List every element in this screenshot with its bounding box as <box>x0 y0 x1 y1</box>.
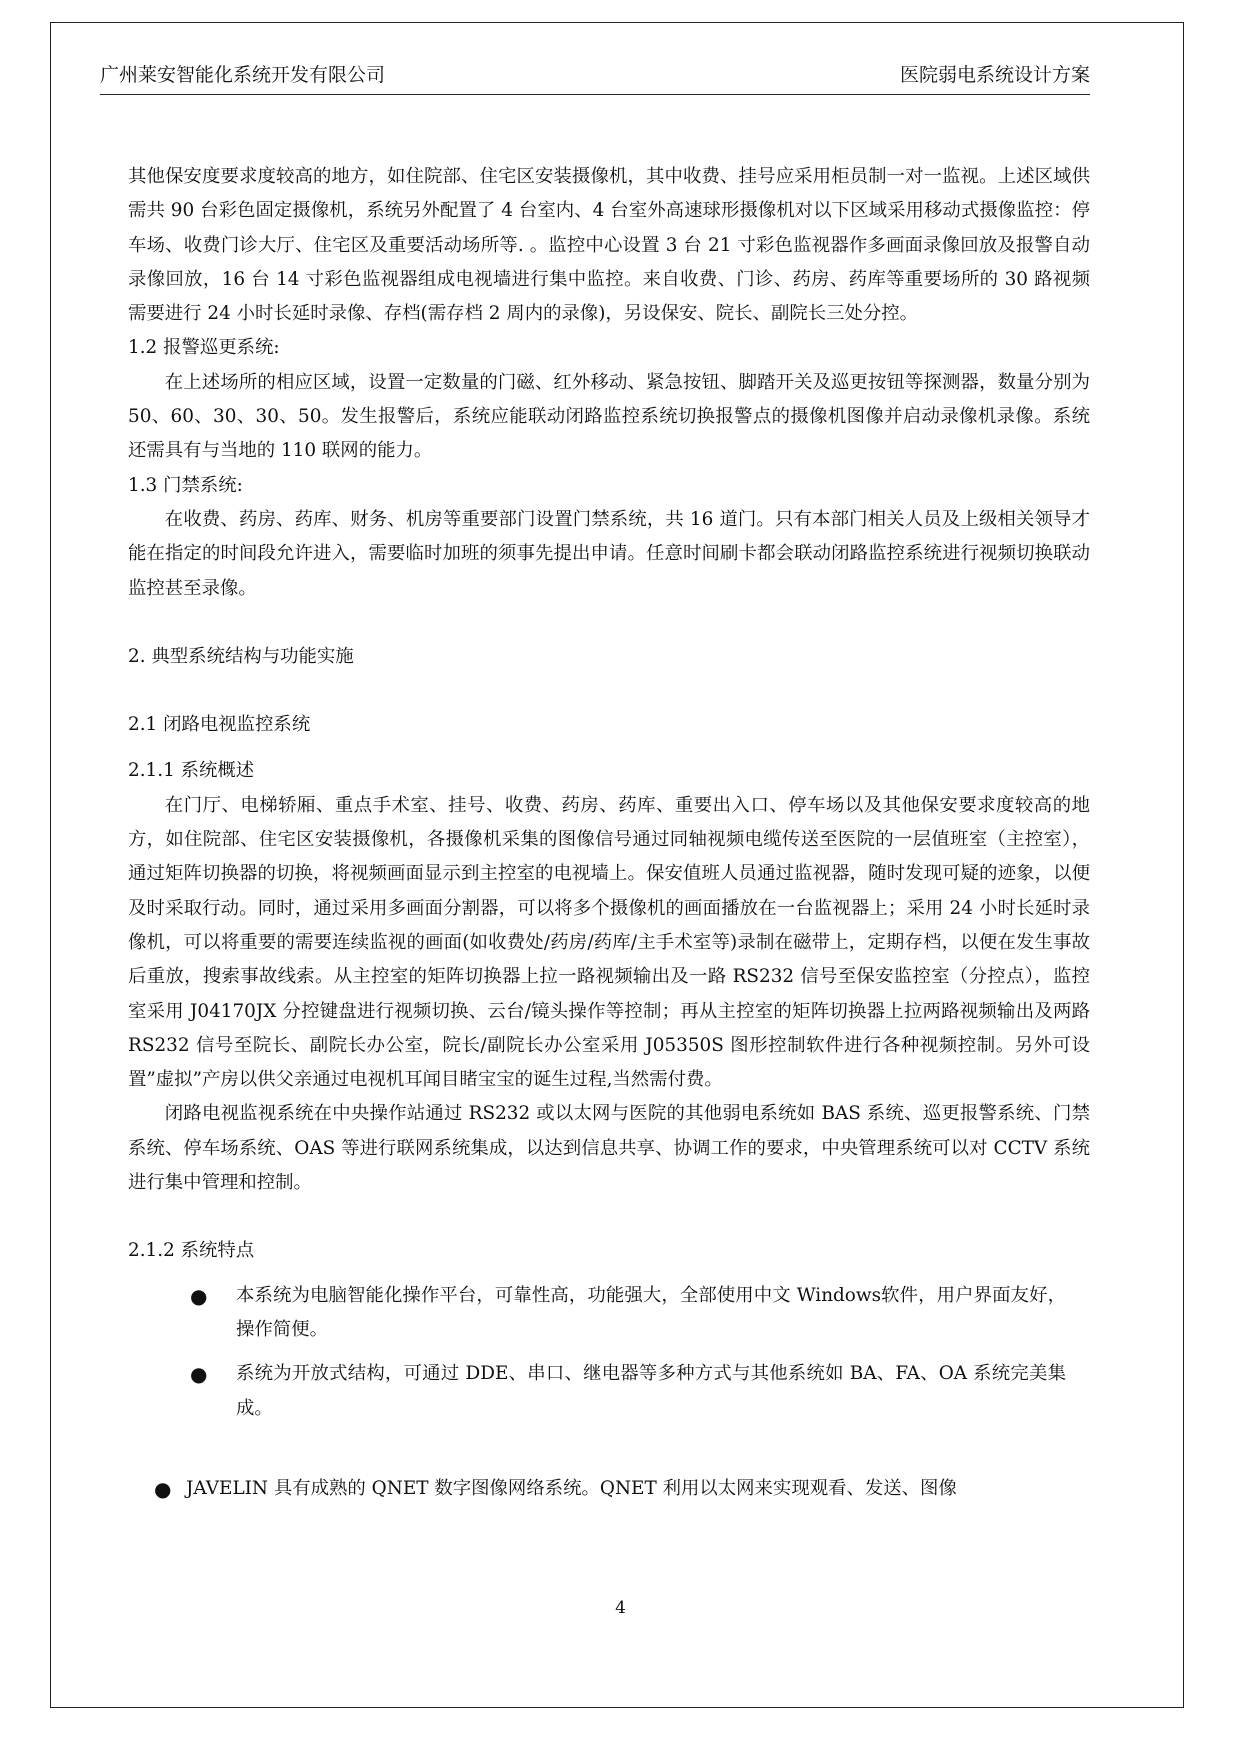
section-heading-2-1: 2.1 闭路电视监控系统 <box>128 714 311 736</box>
section-heading-2: 2. 典型系统结构与功能实施 <box>128 645 354 667</box>
list-item <box>128 1357 1090 1426</box>
cctv-integration-paragraph: 闭路电视监视系统在中央操作站通过 RS232 或以太网与医院的其他弱电系统如 BAS 系统、巡更报警系统、门禁系统、停车场系统、OAS 等进行联网系统集成，以达到信息共享、协调工作的要求，中央管理系统可以对 CCTV 系统进行集中管理和控制。 <box>128 1103 1090 1194</box>
page-number: 4 <box>615 1598 626 1618</box>
feature-list <box>128 1279 1090 1506</box>
section-heading-2-1-2: 2.1.2 系统特点 <box>128 1240 255 1262</box>
list-item-text: 本系统为电脑智能化操作平台，可靠性高，功能强大，全部使用中文 Windows软件，用户界面友好，操作简便。 <box>236 1284 1066 1340</box>
spacer <box>128 742 1090 754</box>
document-body <box>128 160 1090 1506</box>
list-item-text: 系统为开放式结构，可通过 DDE、串口、继电器等多种方式与其他系统如 BA、FA、OA 系统完美集成。 <box>236 1363 1066 1419</box>
list-item <box>128 1472 1090 1506</box>
page-header <box>100 60 1090 95</box>
header-company: 广州莱安智能化系统开发有限公司 <box>100 64 386 86</box>
spacer <box>128 674 1090 708</box>
section-heading-1-2: 1.2 报警巡更系统: <box>128 337 280 359</box>
spacer <box>128 606 1090 640</box>
header-doc-title: 医院弱电系统设计方案 <box>899 64 1090 86</box>
access-control-paragraph: 在收费、药房、药库、财务、机房等重要部门设置门禁系统，共 16 道门。只有本部门相关人员及上级相关领导才能在指定的时间段允许进入，需要临时加班的须事先提出申请。任意时间刷卡都会联动闭路监控系统进行视频切换联动监控甚至录像。 <box>128 508 1090 599</box>
section-heading-2-1-1: 2.1.1 系统概述 <box>128 760 255 782</box>
bullet-icon: ● <box>190 1362 208 1387</box>
alarm-patrol-paragraph: 在上述场所的相应区域，设置一定数量的门磁、红外移动、紧急按钮、脚踏开关及巡更按钮等探测器，数量分别为 50、60、30、30、50。发生报警后，系统应能联动闭路监控系统切换报警点的摄像机图像并启动录像机录像。系统还需具有与当地的 110 联网的能力。 <box>128 371 1090 462</box>
bullet-icon: ● <box>190 1283 208 1308</box>
bullet-icon: ● <box>154 1476 172 1501</box>
intro-paragraph: 其他保安度要求度较高的地方，如住院部、住宅区安装摄像机，其中收费、挂号应采用柜员制一对一监视。上述区域供需共 90 台彩色固定摄像机，系统另外配置了 4 台室内、4 台室外高速球形摄像机对以下区域采用移动式摄像监控：停车场、收费门诊大厅、住宅区及重要活动场所等. 。监控中心设置 3 台 21 寸彩色监视器作多画面录像回放及报警自动录像回放，16 台 14 寸彩色监视器组成电视墙进行集中监控。来自收费、门诊、药房、药库等重要场所的 30 路视频需要进行 24 小时长延时录像、存档(需存档 2 周内的录像)，另设保安、院长、副院长三处分控。 <box>128 166 1090 325</box>
section-heading-1-3: 1.3 门禁系统: <box>128 474 243 496</box>
cctv-overview-paragraph: 在门厅、电梯轿厢、重点手术室、挂号、收费、药房、药库、重要出入口、停车场以及其他保安要求度较高的地方，如住院部、住宅区安装摄像机，各摄像机采集的图像信号通过同轴视频电缆传送至医院的一层值班室（主控室），通过矩阵切换器的切换，将视频画面显示到主控室的电视墙上。保安值班人员通过监视器，随时发现可疑的迹象，以便及时采取行动。同时，通过采用多画面分割器，可以将多个摄像机的画面播放在一台监视器上；采用 24 小时长延时录像机，可以将重要的需要连续监视的画面(如收费处/药房/药库/主手术室等)录制在磁带上，定期存档，以便在发生事故后重放，搜索事故线索。从主控室的矩阵切换器上拉一路视频输出及一路 RS232 信号至保安监控室（分控点），监控室采用 J04170JX 分控键盘进行视频切换、云台/镜头操作等控制；再从主控室的矩阵切换器上拉两路视频输出及两路 RS232 信号至院长、副院长办公室，院长/副院长办公室采用 J05350S 图形控制软件进行各种视频控制。另外可设置”虚拟”产房以供父亲通过电视机耳闻目睹宝宝的诞生过程,当然需付费。 <box>128 794 1090 1091</box>
spacer <box>128 1200 1090 1234</box>
list-item <box>128 1279 1090 1348</box>
list-item-text: JAVELIN 具有成熟的 QNET 数字图像网络系统。QNET 利用以太网来实现观看、发送、图像 <box>186 1477 957 1499</box>
